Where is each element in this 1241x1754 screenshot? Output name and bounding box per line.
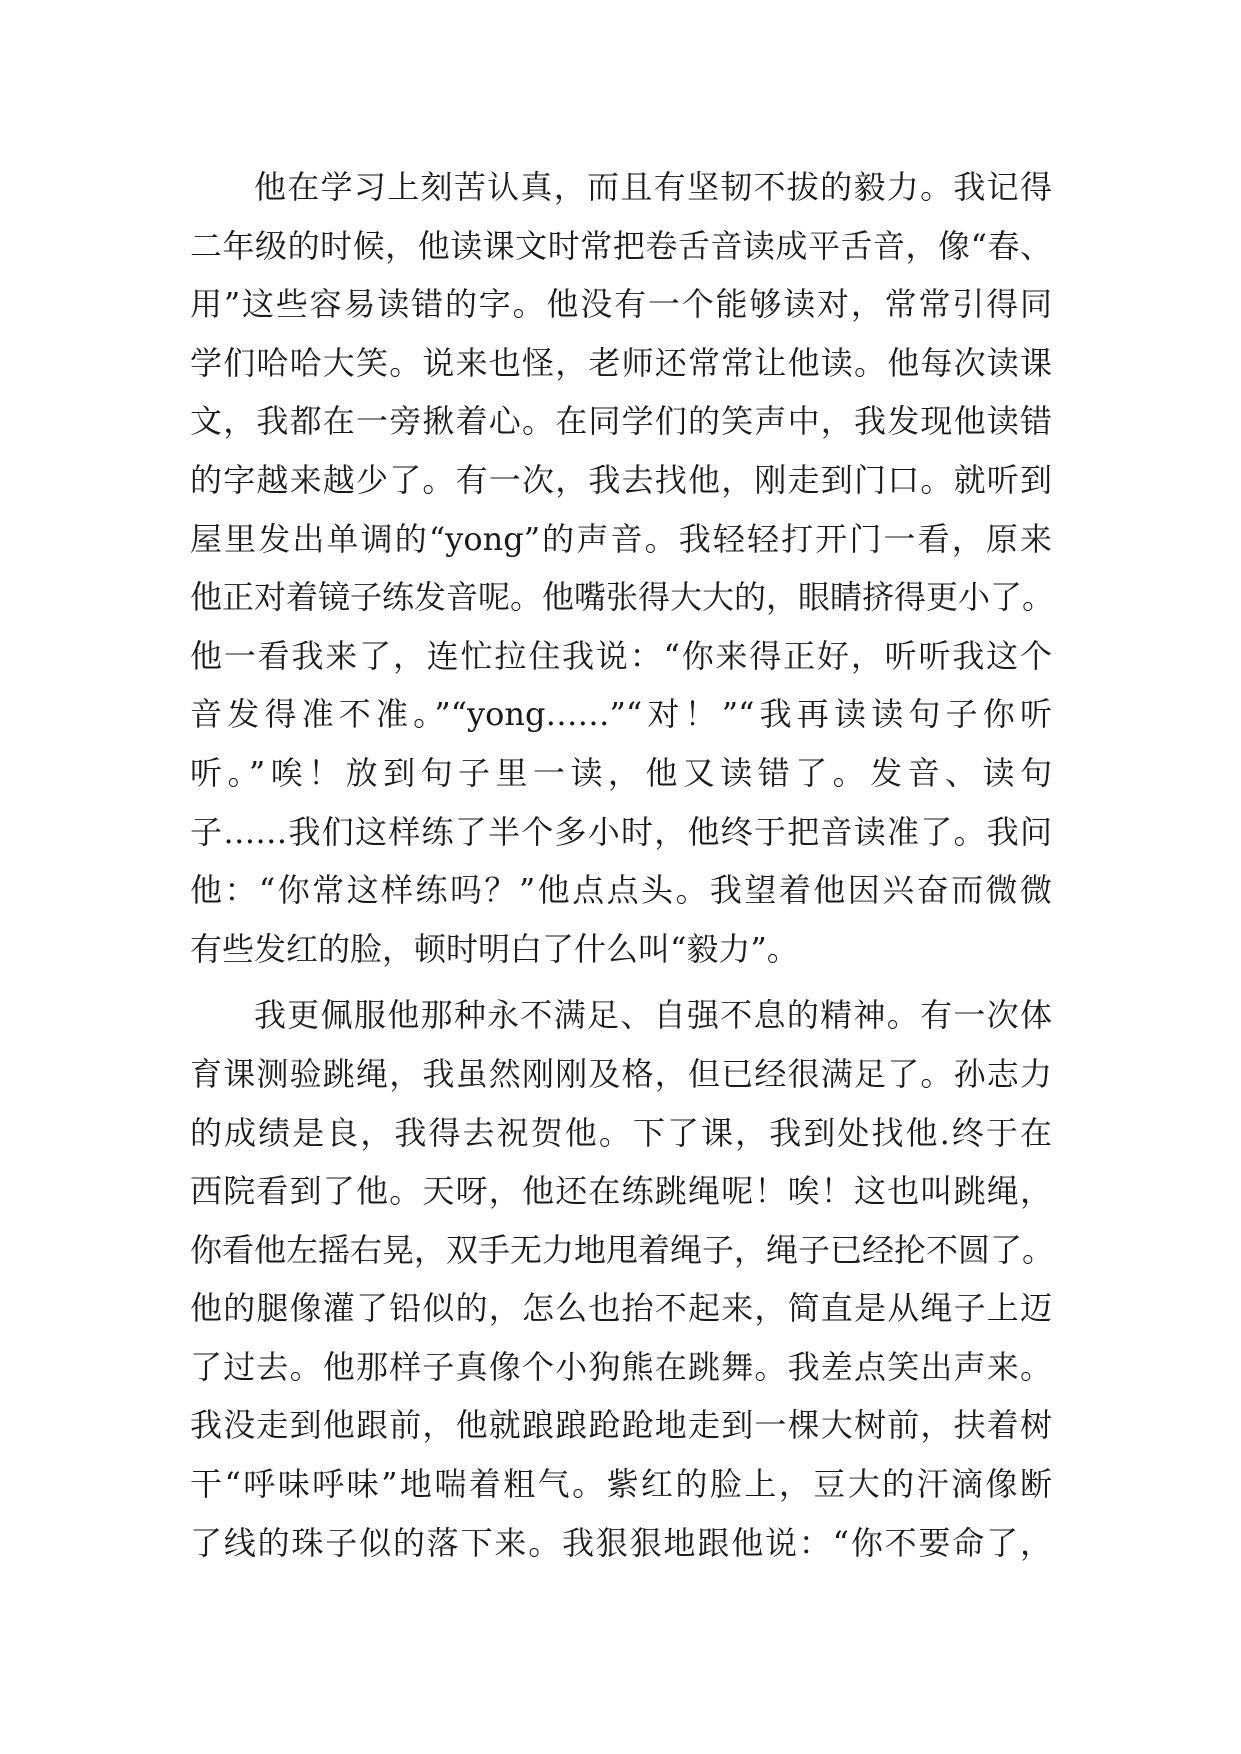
text-line: 他正对着镜子练发音呢。他嘴张得大大的，眼睛挤得更小了。 <box>190 578 1055 617</box>
text-line: 听。”唉！放到句子里一读，他又读错了。发音、读句 <box>190 753 1052 792</box>
text-line: 的成绩是良，我得去祝贺他。下了课，我到处找他.终于在 <box>190 1113 1052 1152</box>
text-line: 他在学习上刻苦认真，而且有坚韧不拔的毅力。我记得 <box>254 168 1052 206</box>
text-line: 的字越来越少了。有一次，我去找他，刚走到门口。就听到 <box>190 460 1052 499</box>
text-line: 用”这些容易读错的字。他没有一个能够读对，常常引得同 <box>190 285 1052 324</box>
text-line: 音发得准不准。”“yong……”“对！”“我再读读句子你听 <box>190 695 1052 734</box>
text-line: 有些发红的脸，顿时明白了什么叫“毅力”。 <box>190 929 799 968</box>
text-line: 屋里发出单调的“yong”的声音。我轻轻打开门一看，原来 <box>190 519 1052 558</box>
text-line: 育课测验跳绳，我虽然刚刚及格，但已经很满足了。孙志力 <box>190 1054 1052 1093</box>
body-text <box>190 158 1055 1572</box>
text-line: 子……我们这样练了半个多小时，他终于把音读准了。我问 <box>190 812 1052 851</box>
text-line: 他的腿像灌了铅似的，怎么也抬不起来，简直是从绳子上迈 <box>190 1289 1052 1328</box>
text-line: 干“呼味呼味”地喘着粗气。紫红的脸上，豆大的汗滴像断 <box>190 1465 1052 1504</box>
text-line: 二年级的时候，他读课文时常把卷舌音读成平舌音，像“春、 <box>190 226 1052 265</box>
paragraph-2 <box>190 986 1055 1572</box>
text-line: 学们哈哈大笑。说来也怪，老师还常常让他读。他每次读课 <box>190 343 1052 382</box>
text-line: 西院看到了他。天呀，他还在练跳绳呢！唉！这也叫跳绳， <box>190 1172 1052 1211</box>
paragraph-gap <box>190 978 1052 986</box>
paragraph-1 <box>190 158 1055 978</box>
text-line: 我没走到他跟前，他就踉踉跄跄地走到一棵大树前，扶着树 <box>190 1406 1052 1445</box>
text-line: 你看他左摇右晃，双手无力地甩着绳子，绳子已经抡不圆了。 <box>190 1230 1055 1269</box>
text-line: 了线的珠子似的落下来。我狠狠地跟他说：“你不要命了， <box>190 1523 1052 1562</box>
text-line: 了过去。他那样子真像个小狗熊在跳舞。我差点笑出声来。 <box>190 1347 1052 1386</box>
text-line: 他一看我来了，连忙拉住我说：“你来得正好，听听我这个 <box>190 636 1052 675</box>
text-line: 我更佩服他那种永不满足、自强不息的精神。有一次体 <box>254 996 1052 1035</box>
text-line: 文，我都在一旁揪着心。在同学们的笑声中，我发现他读错 <box>190 402 1052 441</box>
text-line: 他：“你常这样练吗？”他点点头。我望着他因兴奋而微微 <box>190 871 1052 910</box>
